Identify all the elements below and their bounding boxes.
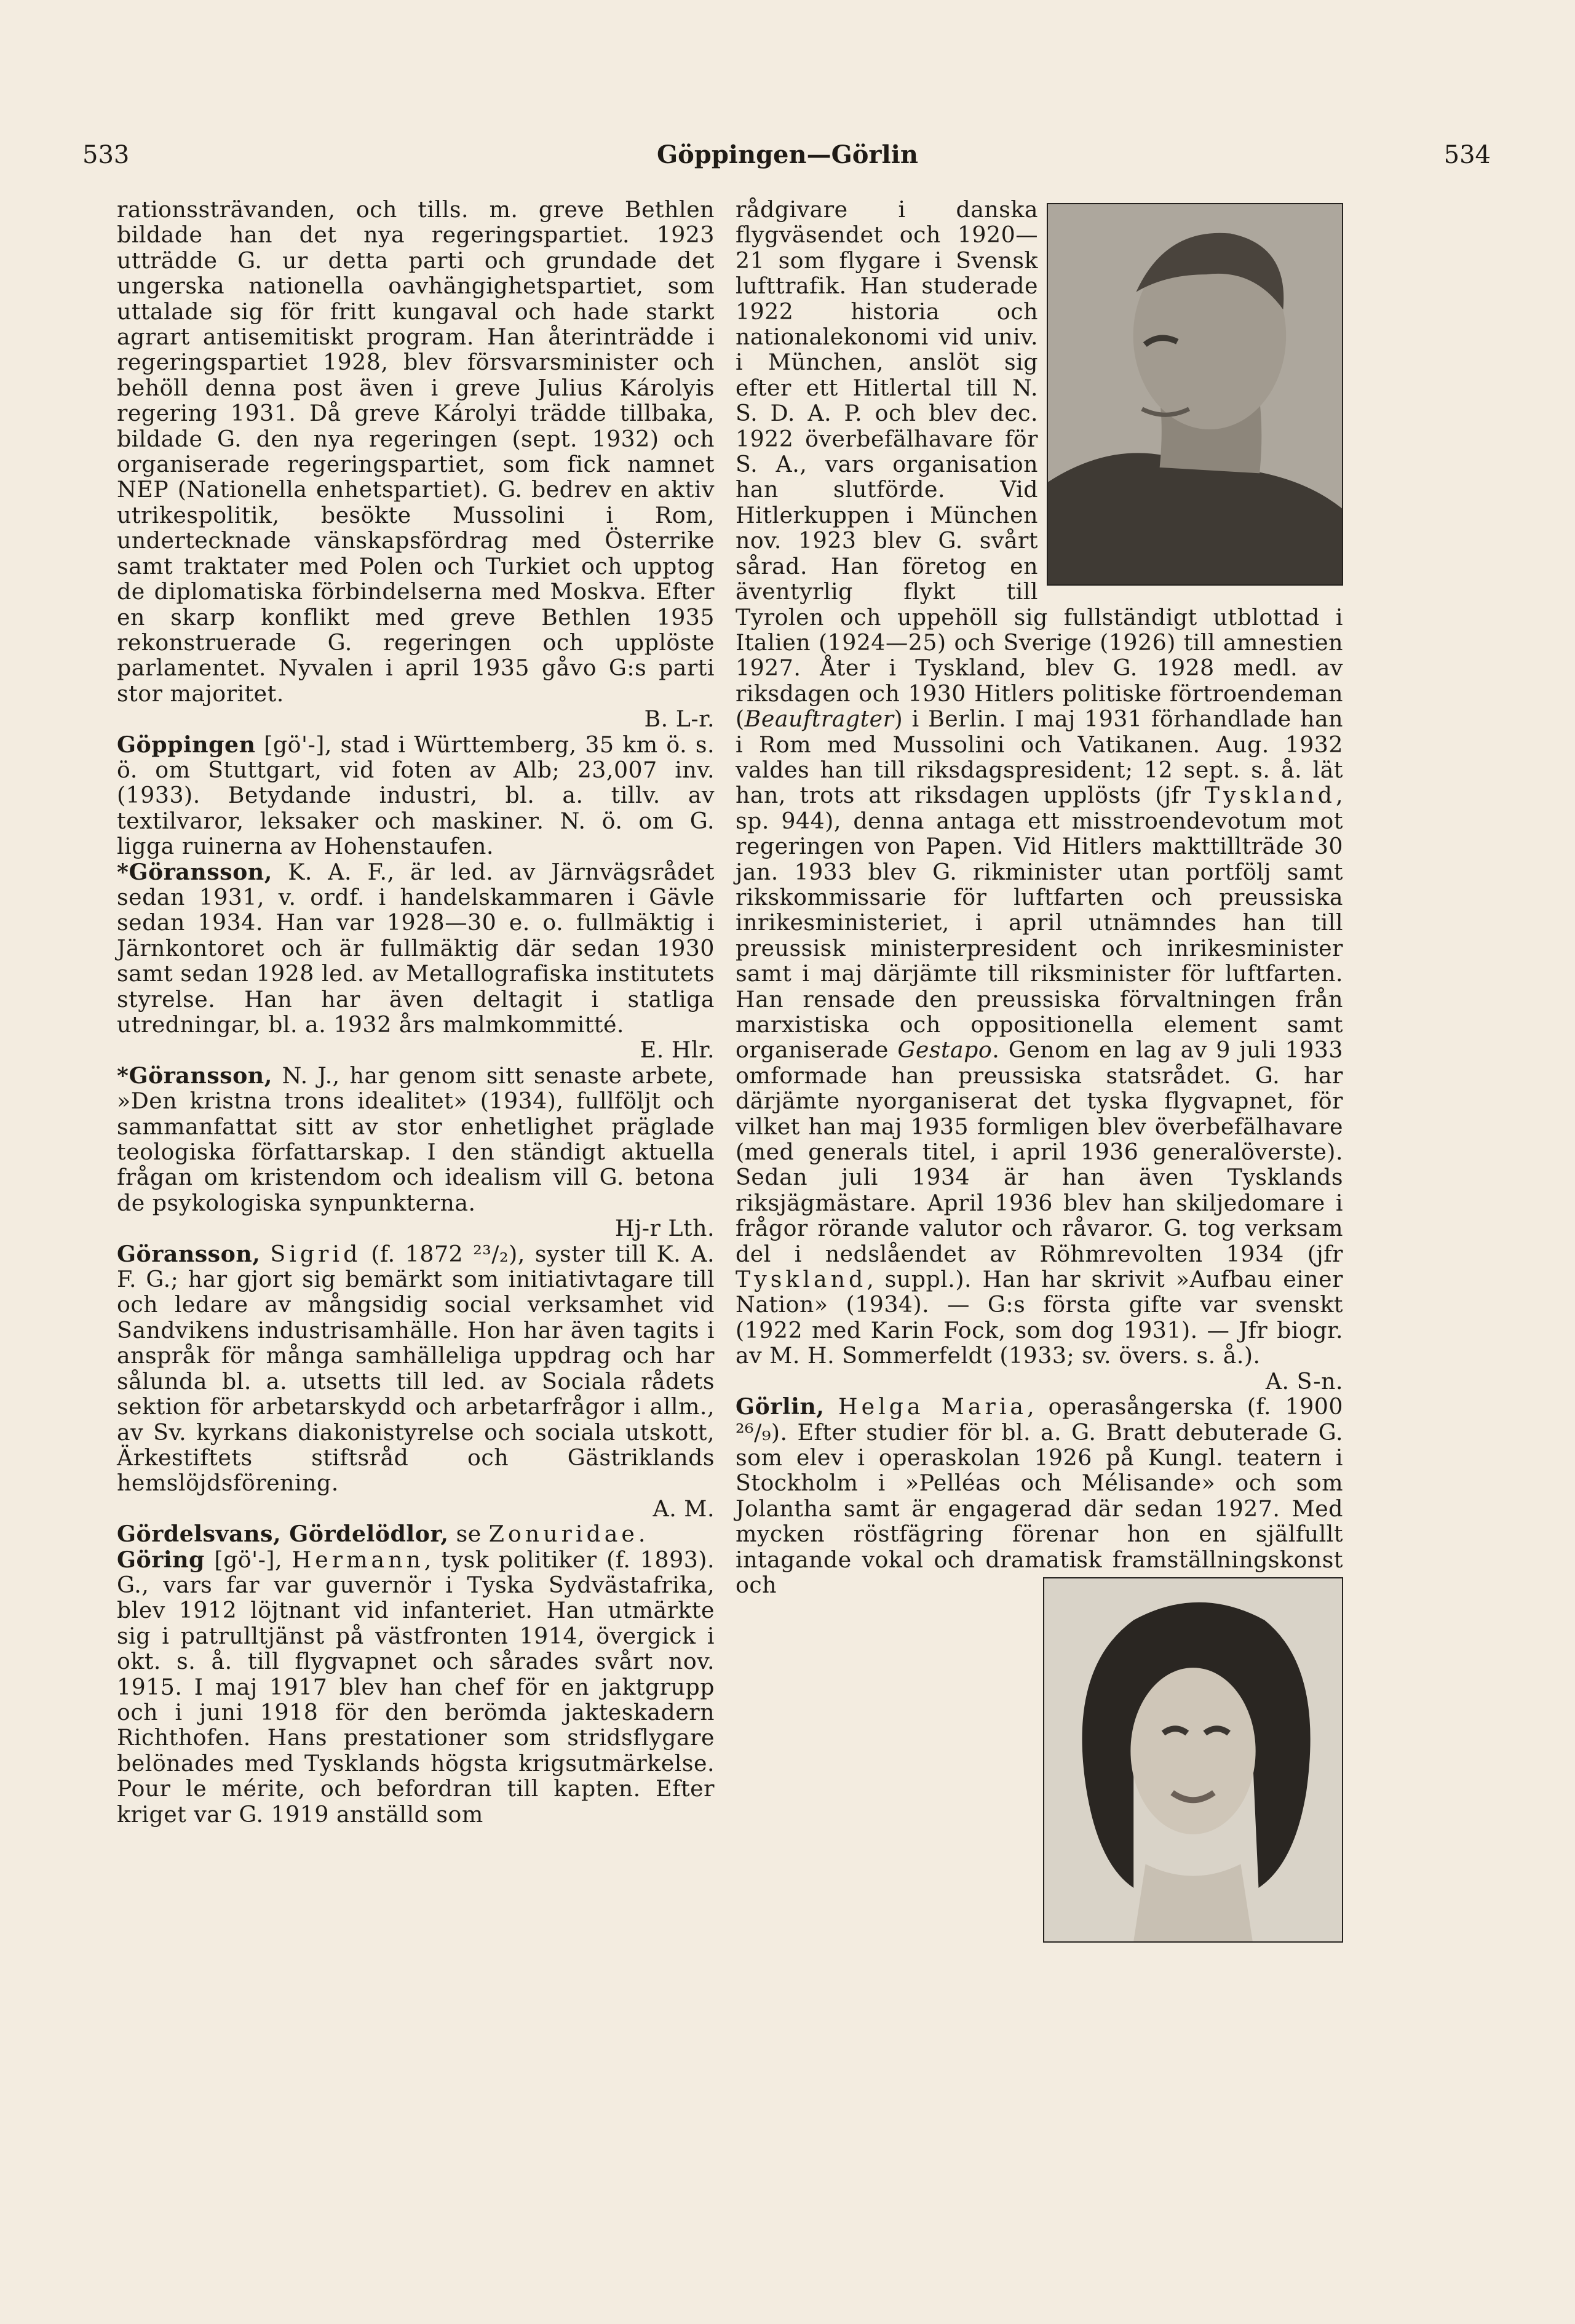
- entry-headword: Göring: [117, 1546, 205, 1573]
- entry-headword: *Göransson,: [117, 858, 272, 885]
- entry-headword: *Göransson,: [117, 1062, 272, 1089]
- cross-reference: Zonuridae.: [488, 1521, 649, 1548]
- author-signature: A. S-n.: [1265, 1367, 1343, 1395]
- entry-headword: Göransson,: [117, 1240, 261, 1267]
- entry-gorlin: [736, 1394, 1343, 1598]
- entry-goppingen: [117, 732, 715, 859]
- left-column: [117, 197, 715, 1827]
- entry-text: , tysk politiker (f. 1893). G., vars far var guvernör i Tyska Sydvästafrika, blev 1912 löjtnant vid infanteriet. Han utmärkte sig i patrulltjänst på västfronten 1914, övergick i okt. s. å. till flygvapnet och sårades svårt nov. 1915. I maj 1917 blev han chef för en jaktgrupp och i juni 1918 för den berömda jakteskadern Richthofen. Hans prestationer som stridsflygare belönades med Tysklands högsta krigsutmärkelse. Pour le mérite, och befordran till kapten. Efter kriget var G. 1919 anställd som: [117, 1546, 715, 1828]
- entry-text: (f. 1872 ²³/₂), syster till K. A. F. G.; har gjort sig bemärkt som initiativtagare till och ledare av mångsidig social verksamhet vid Sandvikens industrisamhälle. Hon har även tagits i anspråk för många samhälleliga uppdrag och har sålunda bl. a. utsetts till led. av Sociala rådets sektion för arbetarskydd och arbetarfrågor i allm., av Sv. kyrkans diakonistyrelse och sociala utskott, Ärkestiftets stiftsråd och Gästriklands hemslöjdsförening.: [117, 1240, 715, 1497]
- entry-headword: Göppingen: [117, 731, 256, 758]
- entry-text: , suppl.). Han har skrivit »Aufbau einer Nation» (1934). — G:s första gifte var svenskt (1922 med Karin Fock, som dog 1931). — Jfr biogr. av M. H. Sommerfeldt (1933; sv. övers. s. å.).: [736, 1266, 1343, 1369]
- entry-goring: [117, 1547, 715, 1827]
- bethlen-continuation: [117, 197, 715, 732]
- paragraph-text: rationssträvanden, och tills. m. greve Bethlen bildade han det nya regeringspartiet. 1923 utträdde G. ur detta parti och grundade det ungerska nationella oavhängighetspartiet, som uttalade sig för fritt kungaval och hade starkt agrart antisemitiskt program. Han återinträdde i regeringspartiet 1928, blev försvarsminister och behöll denna post även i greve Julius Károlyis regering 1931. Då greve Károlyi trädde tillbaka, bildade G. den nya regeringen (sept. 1932) och organiserade regeringspartiet, som fick namnet NEP (Nationella enhetspartiet). G. bedrev en aktiv utrikespolitik, besökte Mussolini i Rom, undertecknade vänskapsfördrag med Österrike samt traktater med Polen och Turkiet och upptog de diplomatiska förbindelserna med Moskva. Efter en skarp konflikt med greve Bethlen 1935 rekonstruerade G. regeringen och upplöste parlamentet. Nyvalen i april 1935 gåvo G:s parti stor majoritet.: [117, 196, 715, 707]
- entry-headword: Gördelsvans, Gördelödlor,: [117, 1521, 449, 1548]
- right-column: [736, 197, 1343, 1948]
- author-signature: E. Hlr.: [640, 1037, 715, 1064]
- entry-goransson-sigrid: [117, 1241, 715, 1521]
- entry-text: [gö'-], stad i Württemberg, 35 km ö. s. ö. om Stuttgart, vid foten av Alb; 23,007 inv. (1933). Betydande industri, bl. a. tillv. av textilvaror, leksaker och maskiner. N. ö. om G. ligga ruinerna av Hohenstaufen.: [117, 731, 715, 860]
- italic-term: Beauftragter: [744, 706, 894, 733]
- running-head-title: Göppingen—Görlin: [657, 140, 918, 169]
- cross-reference: Tyskland: [1204, 782, 1336, 809]
- portrait-photo-goring: [1047, 203, 1343, 586]
- entry-text: , operasångerska (f. 1900 ²⁶/₉). Efter studier för bl. a. G. Bratt debuterade G. som elev i operaskolan 1926 på Kungl. teatern i Stockholm i »Pelléas och Mélisande» och som Jolantha samt är engagerad där sedan 1927. Med mycken röstfägring förenar hon en själfullt intagande vokal och dramatisk framställningskonst och: [736, 1393, 1343, 1598]
- portrait-image: [1048, 204, 1342, 584]
- author-signature: Hj-r Lth.: [614, 1215, 715, 1242]
- entry-person-name: Sigrid: [270, 1240, 362, 1267]
- entry-text: ) i Berlin. I maj 1931 förhandlade han i Rom med Mussolini och Vatikanen. Aug. 1932 valdes han till riksdagspresident; 12 sept. s. å. lät han, trots att riksdagen upplösts (jfr: [736, 706, 1343, 809]
- entry-text: . Genom en lag av 9 juli 1933 omformade han preussiska statsrådet. G. har därjämte nyorganiserat det tyska flygvapnet, för vilket han maj 1935 formligen blev överbefälhavare (med generals titel, i april 1936 generalöverste). Sedan juli 1934 är han även Tysklands riksjägmästare. April 1936 blev han skiljedomare i frågor rörande valutor och råvaror. G. tog verksam del i nedslåendet av Röhmrevolten 1934 (jfr: [736, 1037, 1343, 1267]
- entry-person-name: Hermann: [292, 1546, 424, 1573]
- entry-goring-continued: [736, 197, 1343, 1394]
- entry-person-name: Helga Maria: [838, 1393, 1028, 1420]
- right-page-number: 534: [1443, 141, 1491, 169]
- italic-term: Gestapo: [897, 1037, 993, 1064]
- entry-text: K. A. F., är led. av Järnvägsrådet sedan 1931, v. ordf. i handelskammaren i Gävle sedan 1934. Han var 1928—30 e. o. fullmäktig i Järnkontoret och är fullmäktig där sedan 1930 samt sedan 1928 led. av Metallografiska institutets styrelse. Han har även deltagit i statliga utredningar, bl. a. 1932 års malmkommitté.: [117, 858, 715, 1038]
- entry-pronunciation: [gö'-],: [204, 1546, 292, 1573]
- entry-text: se: [448, 1521, 489, 1548]
- entry-goransson-kaf: [117, 859, 715, 1063]
- portrait-image: [1044, 1578, 1342, 1941]
- left-page-number: 533: [82, 141, 130, 169]
- author-signature: A. M.: [653, 1495, 715, 1522]
- entry-gordelsvans: [117, 1521, 715, 1546]
- portrait-photo-gorlin: [1043, 1577, 1343, 1943]
- author-signature: B. L-r.: [644, 706, 715, 733]
- entry-text: , sp. 944), denna antaga ett misstroendevotum mot regeringen von Papen. Vid Hitlers makttillträde 30 jan. 1933 blev G. rikminister utan portfölj samt rikskommissarie för luftfarten och preussiska inrikesministeriet, i april utnämndes han till preussisk ministerpresident och inrikesminister samt i maj därjämte till riksminister för luftfarten. Han rensade den preussiska förvaltningen från marxistiska och oppositionella element samt organiserade: [736, 782, 1343, 1064]
- cross-reference: Tyskland: [736, 1266, 867, 1293]
- entry-headword: Görlin,: [736, 1393, 825, 1420]
- entry-goransson-nj: [117, 1063, 715, 1241]
- entry-text: N. J., har genom sitt senaste arbete, »Den kristna trons idealitet» (1934), fullföljt och sammanfattat sitt av stor enhetlighet präglade teologiska författarskap. I den ständigt aktuella frågan om kristendom och idealism vill G. betona de psykologiska synpunkterna.: [117, 1062, 715, 1216]
- entry-text: rådgivare i danska flygväsendet och 1920—21 som flygare i Svensk lufttrafik. Han studerade 1922 historia och nationalekonomi vid univ. i München, anslöt sig efter ett Hitlertal till N. S. D. A. P. och blev dec. 1922 överbefälhavare för S. A., vars organisation han slutförde. Vid Hitlerkuppen i München nov. 1923 blev G. svårt sårad. Han företog en äventyrlig flykt till Tyrolen och uppehöll sig fullständigt utblottad i Italien (1924—25) och Sverige (1926) till amnestien 1927. Åter i Tyskland, blev G. 1928 medl. av riksdagen och 1930 Hitlers politiske förtroendeman (: [736, 196, 1343, 733]
